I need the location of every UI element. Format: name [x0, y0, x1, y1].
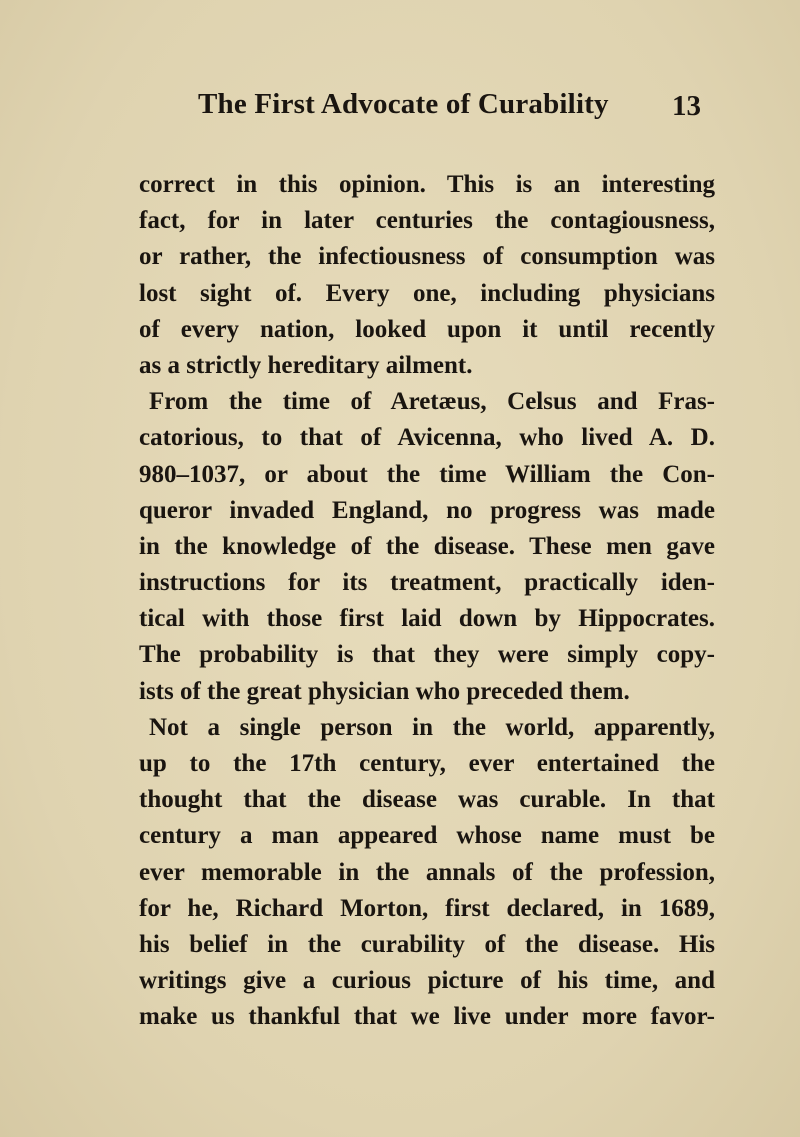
text-line: thought that the disease was curable. In that: [139, 786, 715, 814]
body-text: [139, 167, 715, 1036]
running-title: The First Advocate of Curability: [198, 88, 609, 120]
text-line: tical with those first laid down by Hippocrates.: [139, 605, 715, 633]
text-line: From the time of Aretæus, Celsus and Fras-: [149, 388, 715, 416]
text-line: 980–1037, or about the time William the Con-: [139, 460, 715, 488]
text-line: fact, for in later centuries the contagiousness,: [139, 207, 715, 235]
text-line: writings give a curious picture of his time, and: [139, 967, 715, 995]
text-line: up to the 17th century, ever entertained the: [139, 750, 715, 777]
text-line: for he, Richard Morton, first declared, in 1689,: [139, 894, 715, 922]
text-line: make us thankful that we live under more favor-: [139, 1003, 715, 1031]
text-line: The probability is that they were simply copy-: [139, 641, 715, 669]
text-line: catorious, to that of Avicenna, who lived A. D.: [139, 424, 715, 452]
page-number: 13: [672, 90, 701, 122]
text-line: instructions for its treatment, practically iden-: [139, 569, 715, 597]
text-line: or rather, the infectiousness of consumption was: [139, 243, 715, 271]
text-line: queror invaded England, no progress was made: [139, 496, 715, 524]
text-line: correct in this opinion. This is an interesting: [139, 171, 715, 198]
text-line: in the knowledge of the disease. These men gave: [139, 532, 715, 560]
text-line: ists of the great physician who preceded them.: [139, 677, 630, 705]
text-line: century a man appeared whose name must be: [139, 822, 715, 850]
text-line: lost sight of. Every one, including physicians: [139, 279, 715, 307]
text-line: as a strictly hereditary ailment.: [139, 351, 473, 379]
text-line: Not a single person in the world, apparently,: [149, 713, 715, 741]
text-line: ever memorable in the annals of the profession,: [139, 858, 715, 886]
text-line: of every nation, looked upon it until recently: [139, 315, 715, 343]
text-line: his belief in the curability of the disease. His: [139, 930, 715, 958]
running-header: [0, 88, 800, 128]
